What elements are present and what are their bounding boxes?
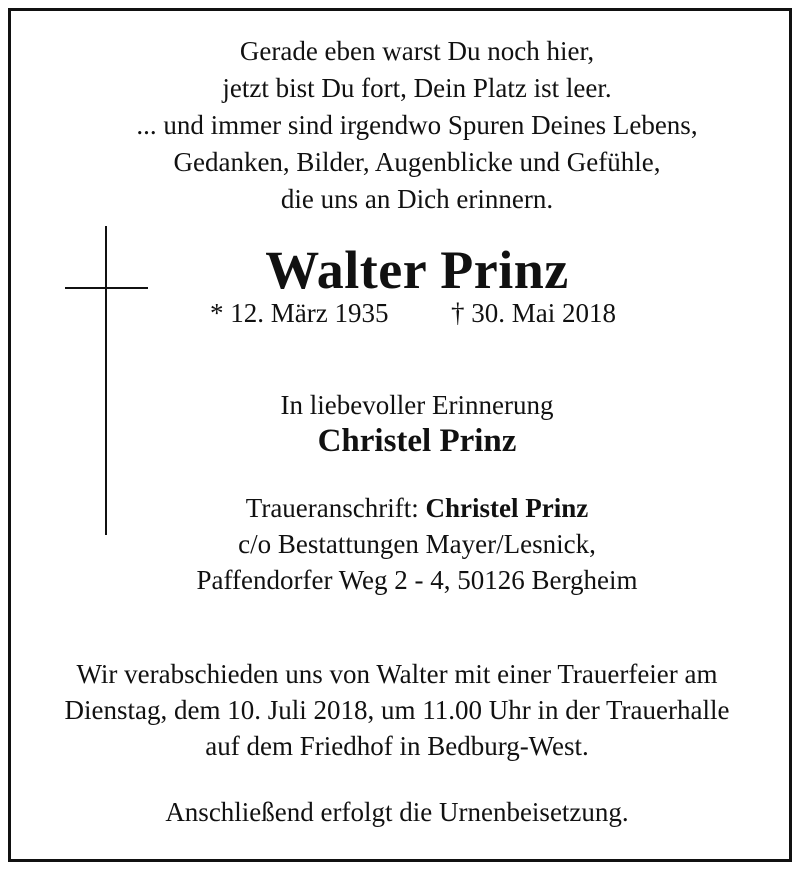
poem <box>0 33 800 218</box>
memory-phrase: In liebevoller Erinnerung <box>280 390 554 420</box>
service-line: Wir verabschieden uns von Walter mit einer Trauerfeier am <box>76 659 718 689</box>
poem-line: jetzt bist Du fort, Dein Platz ist leer. <box>222 73 612 103</box>
address-label: Traueranschrift: <box>245 493 419 523</box>
poem-line: die uns an Dich erinnern. <box>280 184 554 214</box>
closing-note: Anschließend erfolgt die Urnenbeisetzung. <box>165 797 629 827</box>
service-line: Dienstag, dem 10. Juli 2018, um 11.00 Uhr in der Trauerhalle <box>64 695 730 725</box>
deceased-name: Walter Prinz <box>265 240 569 300</box>
service-line: auf dem Friedhof in Bedburg-West. <box>205 731 589 761</box>
address-line-1 <box>0 490 800 526</box>
address-line-2: c/o Bestattungen Mayer/Lesnick, <box>238 529 596 559</box>
poem-line: Gedanken, Bilder, Augenblicke und Gefühle, <box>173 147 661 177</box>
mourning-address <box>0 490 800 598</box>
poem-line: Gerade eben warst Du noch hier, <box>239 36 595 66</box>
address-line-3: Paffendorfer Weg 2 - 4, 50126 Bergheim <box>196 565 638 595</box>
service-announcement <box>0 656 794 764</box>
birth-date: * 12. März 1935 <box>210 298 389 328</box>
address-name: Christel Prinz <box>425 493 589 523</box>
survivor-name: Christel Prinz <box>317 423 517 459</box>
poem-line: ... und immer sind irgendwo Spuren Deines Lebens, <box>136 110 698 140</box>
death-date: † 30. Mai 2018 <box>451 298 616 328</box>
